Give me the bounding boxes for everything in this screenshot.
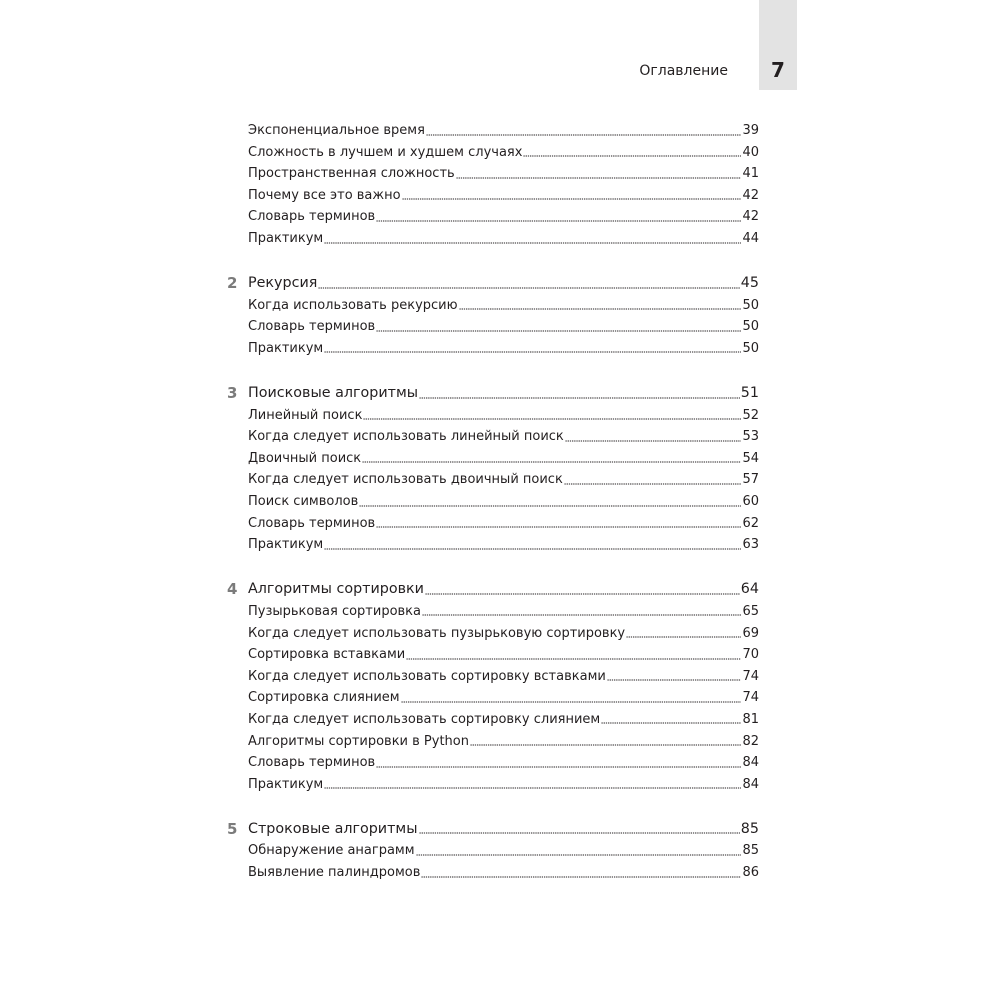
toc-row — [248, 338, 759, 359]
dot-leader — [376, 219, 741, 222]
chapter-number: 4 — [227, 580, 238, 599]
section-title: Практикум — [248, 231, 324, 246]
dot-leader — [318, 286, 739, 289]
dot-leader — [376, 765, 741, 768]
toc-page-number: 64 — [740, 581, 759, 598]
toc-row — [248, 448, 759, 469]
dot-leader — [523, 155, 741, 158]
dot-leader — [564, 482, 742, 485]
toc-chapter-row — [227, 383, 759, 404]
chapter-number: 5 — [227, 819, 238, 838]
toc-row — [248, 469, 759, 490]
toc-page-number: 42 — [742, 209, 759, 225]
chapter-title: Строковые алгоритмы — [248, 820, 418, 837]
section-title: Когда использовать рекурсию — [248, 297, 458, 313]
toc-row — [248, 709, 759, 730]
toc-page-number: 40 — [742, 144, 759, 160]
toc-page-number: 81 — [742, 711, 759, 727]
toc-row — [248, 206, 759, 227]
dot-leader — [470, 744, 741, 747]
dot-leader — [401, 700, 742, 703]
dot-leader — [324, 787, 741, 790]
toc-page-number: 44 — [742, 231, 759, 246]
toc-chapter-row — [227, 273, 759, 294]
toc-page-number: 85 — [740, 820, 759, 837]
toc-page-number: 63 — [742, 537, 759, 553]
toc-page-number: 54 — [742, 450, 759, 466]
dot-leader — [601, 722, 741, 725]
toc-row — [248, 666, 759, 687]
toc-row — [248, 774, 759, 795]
dot-leader — [421, 875, 741, 878]
dot-leader — [419, 832, 740, 835]
section-title: Когда следует использовать пузырьковую сортировку — [248, 625, 626, 641]
chapter-number: 3 — [227, 384, 238, 402]
toc-row — [248, 623, 759, 644]
section-title: Практикум — [248, 537, 324, 553]
toc-row — [248, 295, 759, 316]
chapter-title: Алгоритмы сортировки — [248, 581, 424, 598]
dot-leader — [456, 176, 742, 179]
toc-row — [248, 491, 759, 512]
running-head: Оглавление — [639, 63, 728, 79]
toc-page-number: 50 — [742, 319, 759, 335]
page-number: 7 — [771, 58, 785, 82]
dot-leader — [426, 133, 742, 136]
dot-leader — [362, 461, 741, 464]
toc-page-number: 85 — [742, 843, 759, 859]
dot-leader — [376, 329, 741, 332]
section-title: Практикум — [248, 776, 324, 792]
toc-row — [248, 426, 759, 447]
toc-row — [248, 752, 759, 773]
toc-page-number: 69 — [742, 625, 759, 641]
toc-page-number: 62 — [742, 515, 759, 531]
section-title: Пузырьковая сортировка — [248, 603, 422, 619]
toc-page-number: 53 — [742, 429, 759, 445]
section-title: Практикум — [248, 340, 324, 356]
toc-chapter-row — [227, 819, 759, 840]
section-title: Словарь терминов — [248, 209, 376, 225]
dot-leader — [402, 198, 742, 201]
dot-leader — [626, 636, 741, 639]
toc-row — [248, 840, 759, 861]
toc-page-number: 82 — [742, 733, 759, 749]
toc-page-number: 57 — [742, 472, 759, 488]
section-title: Когда следует использовать линейный поиск — [248, 429, 564, 445]
toc-page-number: 50 — [742, 340, 759, 356]
dot-leader — [419, 396, 740, 399]
section-title: Когда следует использовать сортировку слиянием — [248, 711, 601, 727]
toc-row — [248, 120, 759, 141]
toc-row — [248, 228, 759, 249]
toc-row — [248, 405, 759, 426]
section-title: Пространственная сложность — [248, 166, 455, 182]
toc-page-number: 60 — [742, 494, 759, 509]
dot-leader — [425, 592, 740, 595]
section-title: Линейный поиск — [248, 407, 363, 423]
dot-leader — [324, 241, 741, 244]
dot-leader — [359, 504, 741, 507]
toc-row — [248, 862, 759, 883]
section-title: Когда следует использовать сортировку вставками — [248, 668, 606, 684]
toc-chapter-row — [227, 579, 759, 600]
toc-row — [248, 513, 759, 534]
toc-page-number: 51 — [740, 385, 759, 401]
section-title: Экспоненциальное время — [248, 123, 425, 138]
chapter-title: Рекурсия — [248, 275, 318, 292]
toc-page-number: 45 — [740, 275, 759, 292]
section-title: Выявление палиндромов — [248, 865, 421, 880]
section-title: Словарь терминов — [248, 515, 376, 531]
toc-row — [248, 316, 759, 337]
section-title: Почему все это важно — [248, 187, 401, 203]
section-title: Обнаружение анаграмм — [248, 843, 415, 859]
toc-page-number: 74 — [742, 690, 759, 706]
dot-leader — [406, 657, 741, 660]
dot-leader — [376, 526, 741, 529]
dot-leader — [363, 418, 741, 421]
dot-leader — [324, 547, 741, 550]
section-title: Сортировка вставками — [248, 647, 406, 663]
dot-leader — [422, 614, 741, 617]
toc-row — [248, 687, 759, 708]
chapter-title: Поисковые алгоритмы — [248, 385, 419, 401]
toc-page-number: 42 — [742, 187, 759, 203]
section-title: Сортировка слиянием — [248, 690, 400, 706]
dot-leader — [565, 439, 742, 442]
dot-leader — [459, 308, 742, 311]
toc-row — [248, 185, 759, 206]
section-title: Алгоритмы сортировки в Python — [248, 733, 469, 749]
dot-leader — [416, 853, 742, 856]
toc-page-number: 70 — [742, 647, 759, 663]
section-title: Сложность в лучшем и худшем случаях — [248, 144, 523, 160]
section-title: Словарь терминов — [248, 319, 376, 335]
toc-page-number: 39 — [742, 123, 759, 138]
section-title: Поиск символов — [248, 494, 359, 509]
toc-row — [248, 731, 759, 752]
dot-leader — [607, 679, 742, 682]
toc-page-number: 74 — [742, 668, 759, 684]
toc-row — [248, 534, 759, 555]
toc-page-number: 50 — [742, 297, 759, 313]
toc-page-number: 65 — [742, 603, 759, 619]
toc-page-number: 41 — [742, 166, 759, 182]
toc-page-number: 84 — [742, 776, 759, 792]
toc-row — [248, 142, 759, 163]
toc-page-number: 84 — [742, 755, 759, 771]
chapter-number: 2 — [227, 274, 238, 293]
dot-leader — [324, 351, 741, 354]
toc-row — [248, 601, 759, 622]
section-title: Словарь терминов — [248, 755, 376, 771]
section-title: Когда следует использовать двоичный поиск — [248, 472, 563, 488]
section-title: Двоичный поиск — [248, 450, 362, 466]
toc-row — [248, 644, 759, 665]
toc-page-number: 86 — [742, 865, 759, 880]
toc-row — [248, 163, 759, 184]
toc-page-number: 52 — [742, 407, 759, 423]
